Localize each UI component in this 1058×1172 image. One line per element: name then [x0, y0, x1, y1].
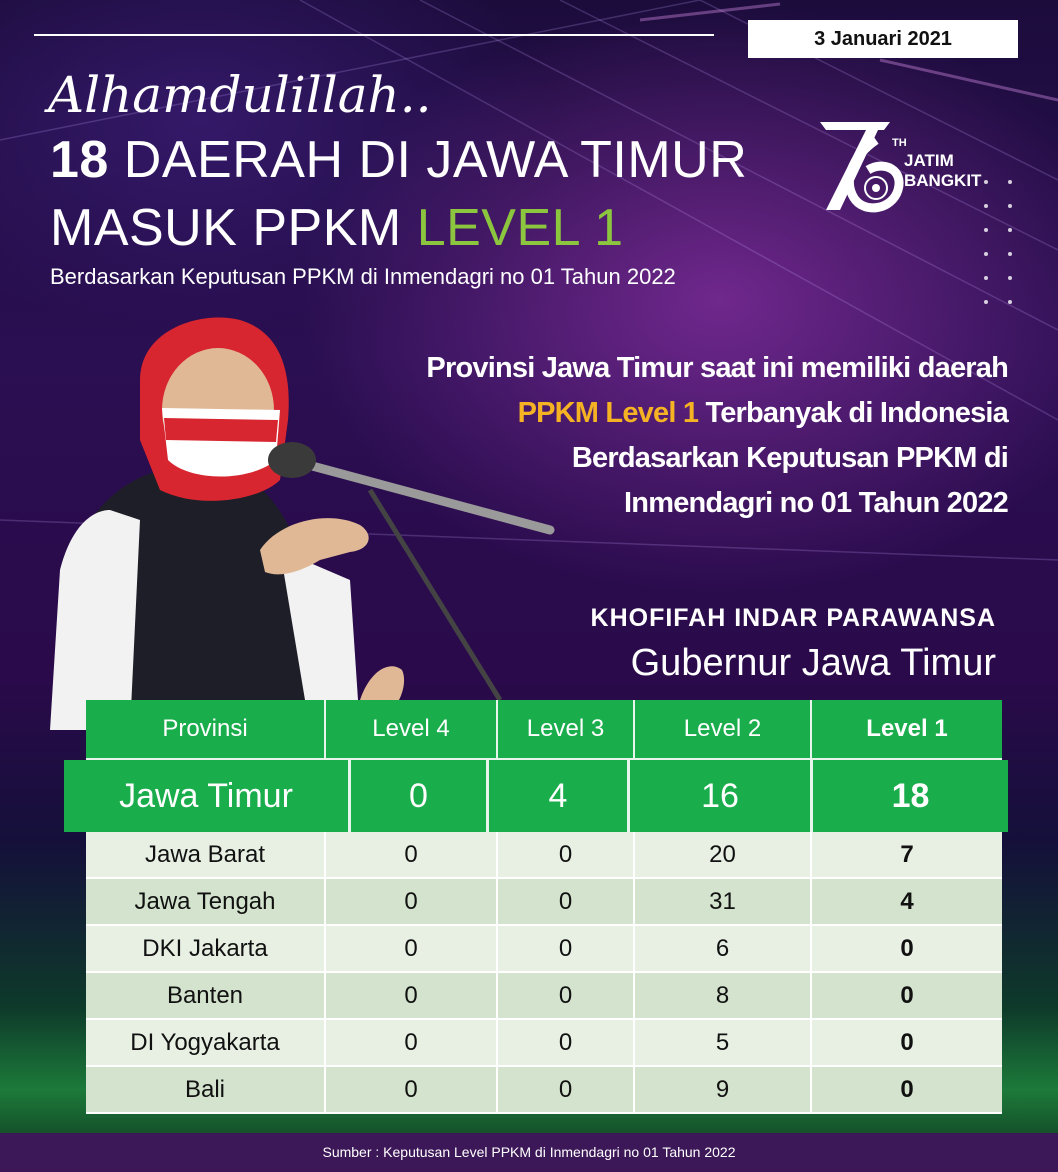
- statement-line-2-rest: Terbanyak di Indonesia: [705, 397, 1008, 429]
- statement: [388, 346, 1008, 526]
- table-cell: Banten: [86, 973, 326, 1020]
- table-cell: 0: [812, 1067, 1002, 1114]
- headline-line-2-text: MASUK PPKM: [50, 199, 402, 257]
- table-cell: 0: [326, 879, 498, 926]
- table-cell: 0: [326, 1020, 498, 1067]
- table-row: [86, 879, 1002, 926]
- statement-line-3: Berdasarkan Keputusan PPKM di: [571, 442, 1008, 474]
- date-label: 3 Januari 2021: [748, 20, 1018, 58]
- table-row: [86, 1067, 1002, 1114]
- table-cell: Jawa Barat: [86, 832, 326, 879]
- table-cell: 31: [635, 879, 812, 926]
- table-cell: 5: [635, 1020, 812, 1067]
- table-cell: 7: [812, 832, 1002, 879]
- table-cell: 0: [812, 1020, 1002, 1067]
- top-rule: [34, 34, 714, 36]
- decorative-dots: [980, 176, 1020, 316]
- governor-title: Gubernur Jawa Timur: [630, 642, 996, 684]
- logo-text-bangkit: BANGKIT: [904, 171, 982, 190]
- table-cell: DKI Jakarta: [86, 926, 326, 973]
- table-cell: 0: [498, 1067, 635, 1114]
- table-cell: 0: [326, 973, 498, 1020]
- statement-line-2: [388, 391, 1008, 436]
- table-highlight-row: [64, 760, 1008, 832]
- table-cell: 4: [812, 879, 1002, 926]
- table-cell: 0: [498, 879, 635, 926]
- table-cell: 0: [812, 973, 1002, 1020]
- table-header-row: [86, 700, 1002, 760]
- table-header-cell: Level 3: [498, 700, 635, 760]
- table-cell: 0: [326, 1067, 498, 1114]
- table-cell: 9: [635, 1067, 812, 1114]
- table-cell: 0: [812, 926, 1002, 973]
- headline-intro: Alhamdulillah..: [48, 66, 432, 124]
- table-cell: 0: [498, 926, 635, 973]
- logo-superscript: TH: [892, 137, 907, 149]
- table-cell: DI Yogyakarta: [86, 1020, 326, 1067]
- headline-line-2: [50, 198, 624, 258]
- statement-line-1: Provinsi Jawa Timur saat ini memiliki daerah: [426, 352, 1008, 384]
- table-row: [86, 926, 1002, 973]
- table-row: [86, 1020, 1002, 1067]
- table-header-cell: Level 1: [812, 700, 1002, 760]
- source-footer: Sumber : Keputusan Level PPKM di Inmendagri no 01 Tahun 2022: [0, 1133, 1058, 1172]
- headline-subtitle: Berdasarkan Keputusan PPKM di Inmendagri no 01 Tahun 2022: [50, 264, 676, 289]
- table-cell: 6: [635, 926, 812, 973]
- table-cell: 0: [326, 832, 498, 879]
- table-cell: 16: [630, 760, 813, 832]
- statement-line-4: Inmendagri no 01 Tahun 2022: [624, 487, 1008, 519]
- table-row: [86, 973, 1002, 1020]
- statement-highlight: PPKM Level 1: [517, 397, 699, 429]
- ppkm-level-table: [86, 700, 1002, 1114]
- table-cell: 4: [489, 760, 630, 832]
- table-cell: 0: [326, 926, 498, 973]
- table-cell: 8: [635, 973, 812, 1020]
- table-cell: Jawa Timur: [64, 760, 351, 832]
- headline-line-1-text: DAERAH DI JAWA TIMUR: [123, 131, 748, 189]
- table-row: [86, 832, 1002, 879]
- headline-line-1: [50, 130, 747, 190]
- table-cell: Jawa Tengah: [86, 879, 326, 926]
- table-header-cell: Provinsi: [86, 700, 326, 760]
- table-cell: 0: [498, 1020, 635, 1067]
- headline-level-highlight: LEVEL 1: [416, 199, 624, 257]
- table-header-cell: Level 2: [635, 700, 812, 760]
- table-cell: 20: [635, 832, 812, 879]
- table-cell: 0: [351, 760, 489, 832]
- headline-number: 18: [50, 131, 109, 189]
- table-cell: Bali: [86, 1067, 326, 1114]
- table-cell: 0: [498, 832, 635, 879]
- table-cell: 18: [813, 760, 1008, 832]
- table-cell: 0: [498, 973, 635, 1020]
- logo-text-jatim: JATIM: [904, 151, 954, 170]
- governor-name: KHOFIFAH INDAR PARAWANSA: [590, 604, 996, 632]
- table-header-cell: Level 4: [326, 700, 498, 760]
